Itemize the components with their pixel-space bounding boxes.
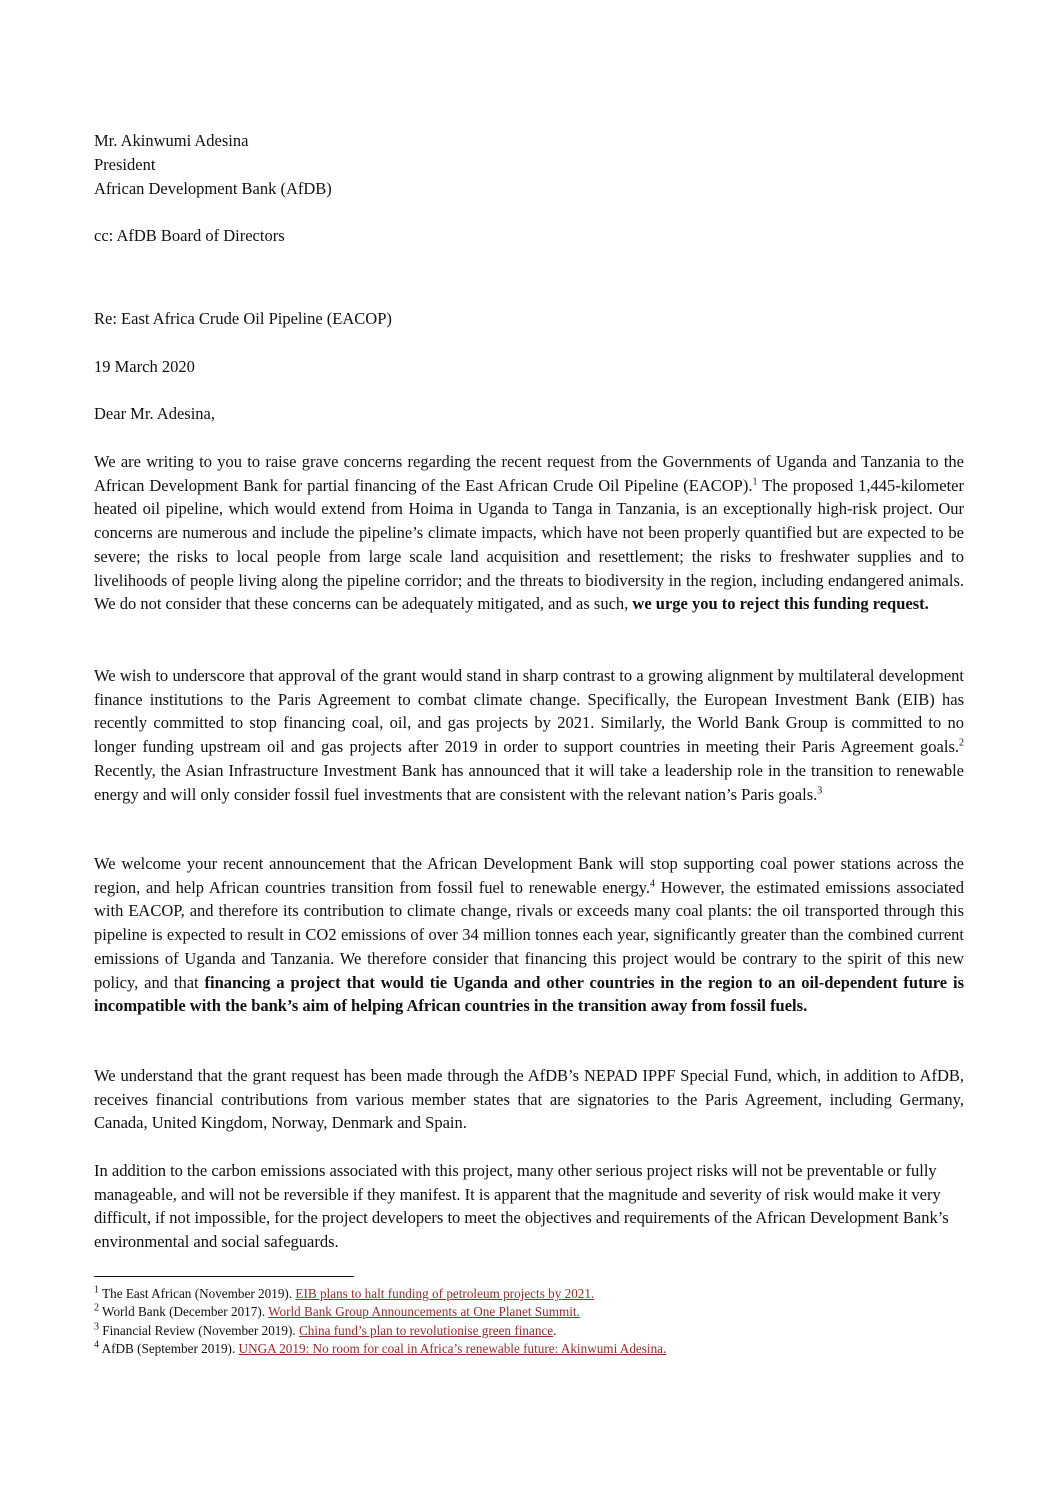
footnote-3 [94,1322,964,1340]
paragraph-1-text-2: The proposed 1,445-kilometer heated oil pipeline, which would extend from Hoima in Uganda to Tanga in Tanzania, is an exceptionally high-risk project. Our concerns are numerous and include the pipeline’s climate impacts, which have not been properly quantified but are expected to be severe; the risks to local people from large scale land acquisition and resettlement; the risks to freshwater supplies and to livelihoods of people living along the pipeline corridor; and the threats to biodiversity in the region, including endangered animals. We do not consider that these concerns can be adequately mitigated, and as such, [94,475,964,614]
footnote-link[interactable]: UNGA 2019: No room for coal in Africa’s renewable future: Akinwumi Adesina. [238,1341,667,1357]
footnote-4 [94,1340,964,1358]
paragraph-2-text: We wish to underscore that approval of the grant would stand in sharp contrast to a growing alignment by multilateral development finance institutions to the Paris Agreement to combat climate change. Specifically, the European Investment Bank (EIB) has recently committed to stop financing coal, oil, and gas projects by 2021. Similarly, the World Bank Group is committed to no longer funding upstream oil and gas projects after 2019 in order to support countries in meeting their Paris Agreement goals. [94,666,964,757]
footnote-source: AfDB (September 2019). [99,1341,239,1357]
footnote-source: World Bank (December 2017). [99,1304,269,1320]
footnote-number: 3 [94,1321,99,1333]
footnote-number: 4 [94,1339,99,1351]
footnote-ref: 3 [817,785,823,797]
footnote-link[interactable]: China fund’s plan to revolutionise green finance [298,1322,554,1338]
footnote-link[interactable]: World Bank Group Announcements at One Planet Summit. [268,1304,580,1320]
paragraph-1 [94,450,964,616]
cc-line: cc: AfDB Board of Directors [94,226,285,245]
paragraph-3-text: We welcome your recent announcement that the African Development Bank will stop supporting coal power stations across the region, and help African countries transition from fossil fuel to renewable energy. [94,854,964,897]
footnote-ref: 2 [959,737,964,749]
paragraph-3-emphasis: financing a project that would tie Uganda and other countries in the region to an oil-dependent future is incompatible with the bank’s aim of helping African countries in the transition away from fossil fuels. [94,972,965,1016]
footnote-tail: . [553,1322,557,1338]
footnote-number: 2 [94,1303,99,1315]
subject-line: Re: East Africa Crude Oil Pipeline (EACOP) [94,309,392,328]
footnote-1 [94,1285,964,1303]
paragraph-5: In addition to the carbon emissions associated with this project, many other serious project risks will not be preventable or fully manageable, and will not be reversible if they manifest. It is apparent that the magnitude and severity of risk would make it very difficult, if not impossible, for the project developers to meet the objectives and requirements of the African Development Bank’s environmental and social safeguards. [94,1161,949,1252]
footnote-source: Financial Review (November 2019). [99,1322,299,1338]
footnote-divider [94,1276,354,1277]
footnote-source: The East African (November 2019). [99,1286,296,1301]
letter-date: 19 March 2020 [94,357,195,376]
footnotes [94,1285,964,1359]
recipient-name: Mr. Akinwumi Adesina [94,131,249,150]
footnote-ref: 1 [752,476,758,488]
recipient-org: African Development Bank (AfDB) [94,179,332,198]
footnote-link[interactable]: EIB plans to halt funding of petroleum projects by 2021. [295,1286,595,1301]
footnote-2 [94,1303,964,1321]
footnote-number: 1 [94,1284,99,1296]
recipient-title: President [94,155,156,174]
paragraph-2 [94,664,964,806]
salutation: Dear Mr. Adesina, [94,404,215,423]
paragraph-1-text: We are writing to you to raise grave concerns regarding the recent request from the Governments of Uganda and Tanzania to the African Development Bank for partial financing of the East African Crude Oil Pipeline (EACOP). [94,452,964,495]
paragraph-1-emphasis: we urge you to reject this funding request. [632,594,929,614]
footnote-ref: 4 [649,878,655,890]
paragraph-3 [94,852,964,1018]
paragraph-4: We understand that the grant request has been made through the AfDB’s NEPAD IPPF Special Fund, which, in addition to AfDB, receives financial contributions from various member states that are signatories to the Paris Agreement, including Germany, Canada, United Kingdom, Norway, Denmark and Spain. [94,1066,964,1133]
paragraph-2-text-2: Recently, the Asian Infrastructure Investment Bank has announced that it will take a leadership role in the transition to renewable energy and will only consider fossil fuel investments that are consistent with the relevant nation’s Paris goals. [94,760,964,804]
paragraph-3-text-2: However, the estimated emissions associated with EACOP, and therefore its contribution to climate change, rivals or exceeds many coal plants: the oil transported through this pipeline is expected to result in CO2 emissions of over 34 million tonnes each year, significantly greater than the combined current emissions of Uganda and Tanzania. We therefore consider that financing this project would be contrary to the spirit of this new policy, and that [94,877,965,992]
